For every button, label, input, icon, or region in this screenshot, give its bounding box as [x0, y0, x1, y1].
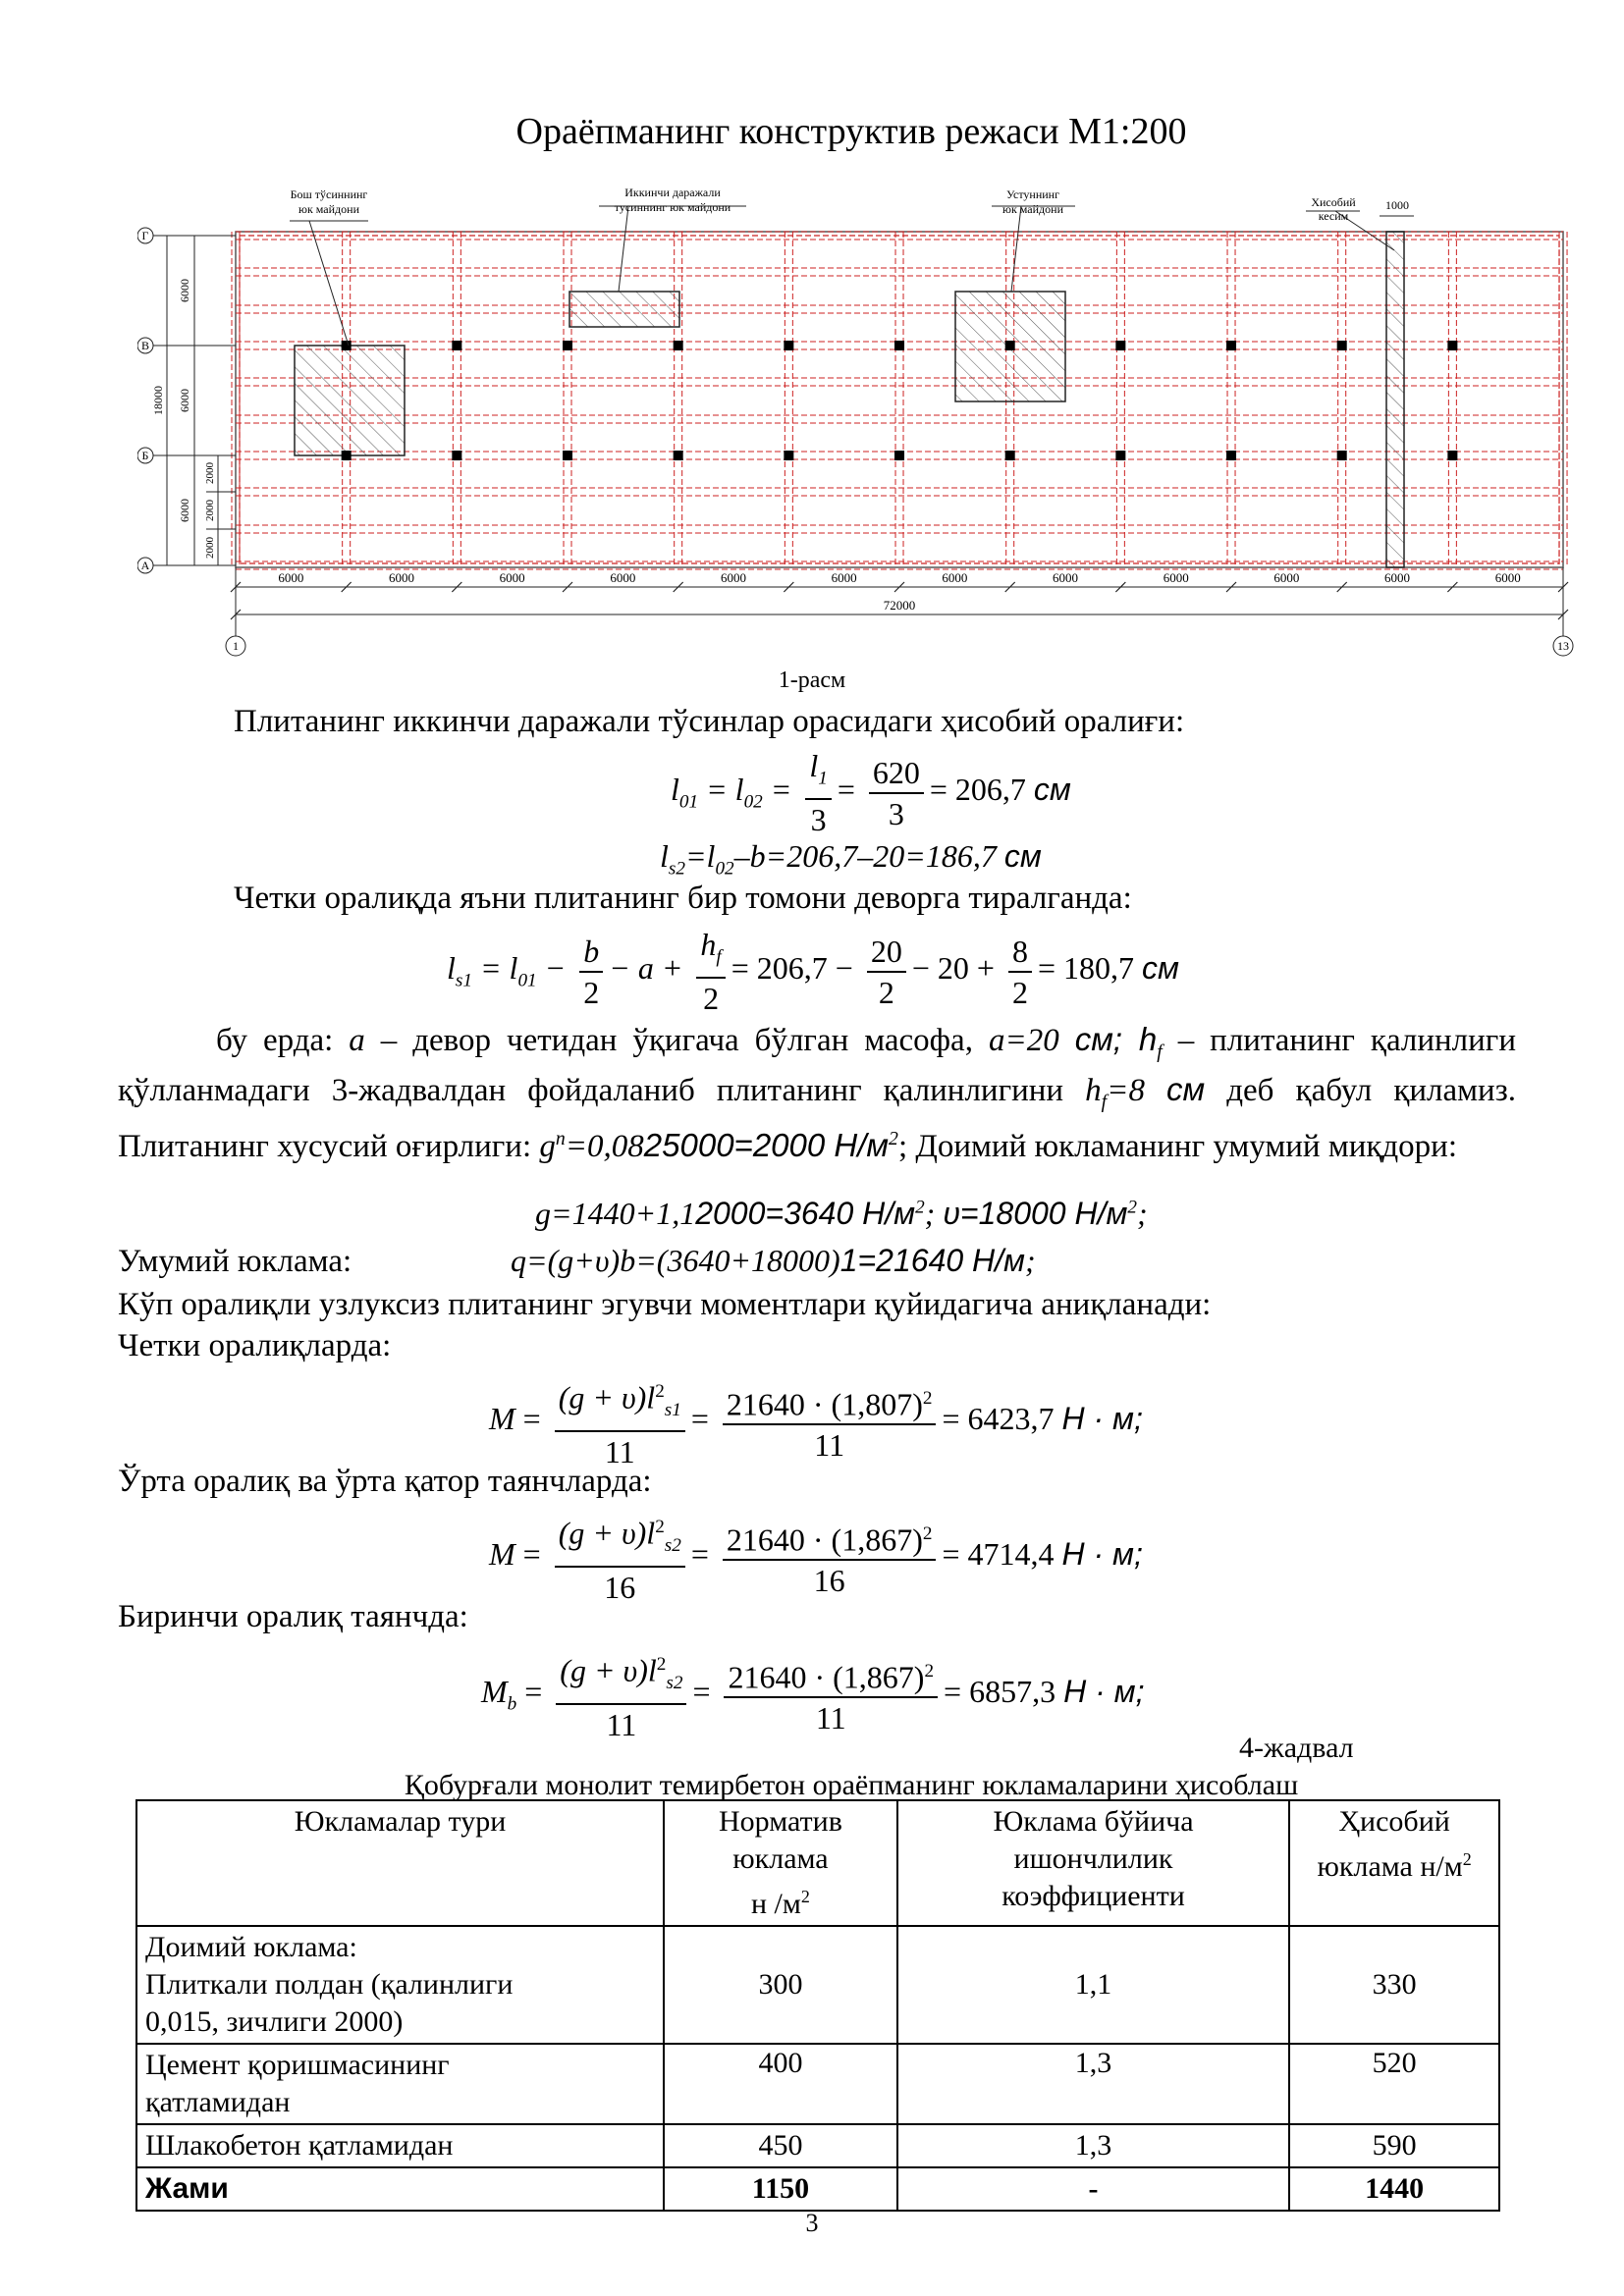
column-marker — [784, 451, 793, 460]
bay-dimension-label: 6000 — [721, 570, 747, 585]
dim-sub3: 2000 — [204, 537, 216, 559]
dim-sub1: 2000 — [204, 462, 216, 484]
formula-g: g=1440+1,12000=3640 $Н/м^2$; υ=18000 $Н/м^2$; — [535, 1196, 1148, 1231]
table-row: Доимий юклама: Плиткали полдан (қалинлиги 0,015, зичлиги 2000) 300 1,1 330 — [136, 1926, 1499, 2044]
callout-design-section-l1: Хисобий — [1311, 195, 1356, 209]
column-marker — [1447, 451, 1457, 460]
text-p5: Кўп оралиқли узлуксиз плитанинг эгувчи моментлари қуйидагича аниқланади: — [118, 1287, 1212, 1322]
text-p2: Четки оралиқда яъни плитанинг бир томони деворга тиралганда: — [234, 881, 1132, 916]
callout-design-section-width: 1000 — [1385, 198, 1409, 212]
callout-secondary-beam-l2: тусиннинг юк майдони — [614, 200, 731, 214]
text-p4: Умумий юклама: — [118, 1244, 352, 1279]
svg-text:Г: Г — [141, 229, 149, 242]
formula-ls2: $l_{s2}=l_{02}-b=206,7-20=186,7$ см — [660, 838, 1042, 880]
callout-secondary-beam-l1: Иккинчи даражали — [624, 186, 721, 199]
text-p3: бу ерда: а – девор четидан ўқигача бўлган масофа, а=20 см; $h_f$ – плитанинг қалинлиги қўлланмадаги 3-жадвалдан фойдаланиб плитанинг қалинлигини $h_f=8$ см деб қабул қиламиз. Плитанинг хусусий оғирлиги: $g^n=0,0825000=2000$ $Н/м^2$; Доимий юкламанинг умумий миқдори: — [118, 1021, 1516, 1165]
text-p1: Плитанинг иккинчи даражали тўсинлар орасидаги ҳисобий оралиғи: — [234, 704, 1185, 739]
bay-dimension-label: 6000 — [831, 570, 857, 585]
table-row: Шлакобетон қатламидан 450 1,3 590 — [136, 2124, 1499, 2167]
dim-span-bottom: 6000 — [178, 499, 191, 522]
text-p8: Биринчи оралиқ таянчда: — [118, 1599, 468, 1634]
column-marker — [1226, 341, 1236, 350]
column-marker — [342, 341, 352, 350]
figure-caption: 1-расм — [778, 667, 846, 693]
dim-total-width: 18000 — [151, 386, 165, 415]
callout-column-l1: Устуннинг — [1005, 187, 1060, 201]
bay-dimension-label: 6000 — [1163, 570, 1189, 585]
table-label: 4-жадвал — [1239, 1732, 1354, 1764]
svg-text:В: В — [140, 339, 150, 352]
bay-dimension-label: 6000 — [610, 570, 636, 585]
column-marker — [674, 451, 683, 460]
axis-end-label: 13 — [1557, 639, 1569, 653]
header-load-type: Юкламалар тури — [136, 1800, 664, 1926]
secondary-beam-load-area — [569, 292, 679, 327]
bay-dimension-label: 6000 — [278, 570, 304, 585]
callout-design-section-l2: кесим — [1318, 209, 1349, 223]
svg-text:Б: Б — [141, 449, 149, 462]
column-marker — [563, 341, 572, 350]
bay-dimension-label: 6000 — [499, 570, 525, 585]
column-marker — [784, 341, 793, 350]
column-marker — [1005, 341, 1015, 350]
main-beam-load-area — [295, 346, 405, 455]
header-reliability: Юклама бўйича ишончлилик коэффициенти — [897, 1800, 1289, 1926]
table-total-row: Жами 1150 - 1440 — [136, 2167, 1499, 2211]
column-marker — [894, 341, 904, 350]
formula-l01: $l_{01} = l_{02}$ = $\frac{l_1}{3}$ = $\frac{620}{3}$ = 206,7 см — [671, 748, 1071, 838]
formula-m1: M = $\frac{(g + \upsilon)l^2_{s1}}{11}$ = $\frac{21640 \cdot (1,807)^2}{11}$ = 6423,7 Н · м; — [489, 1372, 1143, 1471]
column-marker — [674, 341, 683, 350]
column-marker — [1447, 341, 1457, 350]
dim-span-mid: 6000 — [178, 389, 191, 412]
structural-plan-drawing — [137, 177, 1591, 667]
column-marker — [1337, 451, 1347, 460]
formula-ls1: $l_{s1} = l_{01}$ − $\frac{b}{2}$ − a + $\frac{h_f}{2}$ = 206,7 − $\frac{20}{2}$ − 20 + $\frac{8}{2}$ = 180,7 см — [447, 927, 1179, 1017]
dim-span-top: 6000 — [178, 279, 191, 302]
loads-table — [135, 1799, 1500, 2212]
column-marker — [342, 451, 352, 460]
axis-start-label: 1 — [233, 639, 239, 653]
column-marker — [1005, 451, 1015, 460]
bay-dimension-label: 6000 — [1053, 570, 1079, 585]
formula-q: q=(g+υ)b=(3640+18000)1=21640 Н/м; — [511, 1243, 1036, 1278]
column-marker — [1115, 341, 1125, 350]
svg-text:А: А — [140, 559, 150, 572]
formula-mb: $M_b$ = $\frac{(g + \upsilon)l^2_{s2}}{11}$ = $\frac{21640 \cdot (1,867)^2}{11}$ = 6857,3 Н · м; — [481, 1645, 1144, 1744]
header-design-load: Ҳисобий юклама $н/м^2$ — [1289, 1800, 1499, 1926]
design-section-strip — [1386, 232, 1404, 567]
table-header-row — [136, 1800, 1499, 1926]
bay-dimension-label: 6000 — [942, 570, 968, 585]
dim-total-length: 72000 — [883, 598, 916, 613]
table-caption: Қобурғали монолит темирбетон ораёпманинг юкламаларини ҳисоблаш — [404, 1769, 1299, 1801]
callout-main-beam-l2: юк майдони — [298, 202, 360, 216]
column-marker — [1226, 451, 1236, 460]
callout-main-beam-l1: Бош тўсиннинг — [290, 187, 368, 201]
bay-dimension-label: 6000 — [1384, 570, 1411, 585]
dim-sub2: 2000 — [204, 500, 216, 521]
bay-dimension-label: 6000 — [1494, 570, 1521, 585]
text-p6: Четки оралиқларда: — [118, 1328, 392, 1363]
bay-dimension-label: 6000 — [389, 570, 415, 585]
header-normative: Норматив юклама н $/м^2$ — [664, 1800, 897, 1926]
column-marker — [563, 451, 572, 460]
column-marker — [452, 341, 461, 350]
column-marker — [1337, 341, 1347, 350]
page-number: 3 — [805, 2209, 819, 2237]
formula-m2: M = $\frac{(g + \upsilon)l^2_{s2}}{16}$ = $\frac{21640 \cdot (1,867)^2}{16}$ = 4714,4 Н · м; — [489, 1508, 1143, 1607]
page-title: Ораёпманинг конструктив режаси М1:200 — [515, 111, 1187, 152]
column-marker — [1115, 451, 1125, 460]
column-marker — [452, 451, 461, 460]
callout-column-l2: юк майдони — [1001, 202, 1064, 216]
column-marker — [894, 451, 904, 460]
table-row: Цемент қоришмасининг қатламидан 400 1,3 520 — [136, 2044, 1499, 2124]
bay-dimension-label: 6000 — [1273, 570, 1300, 585]
text-p7: Ўрта оралиқ ва ўрта қатор таянчларда: — [118, 1464, 652, 1499]
